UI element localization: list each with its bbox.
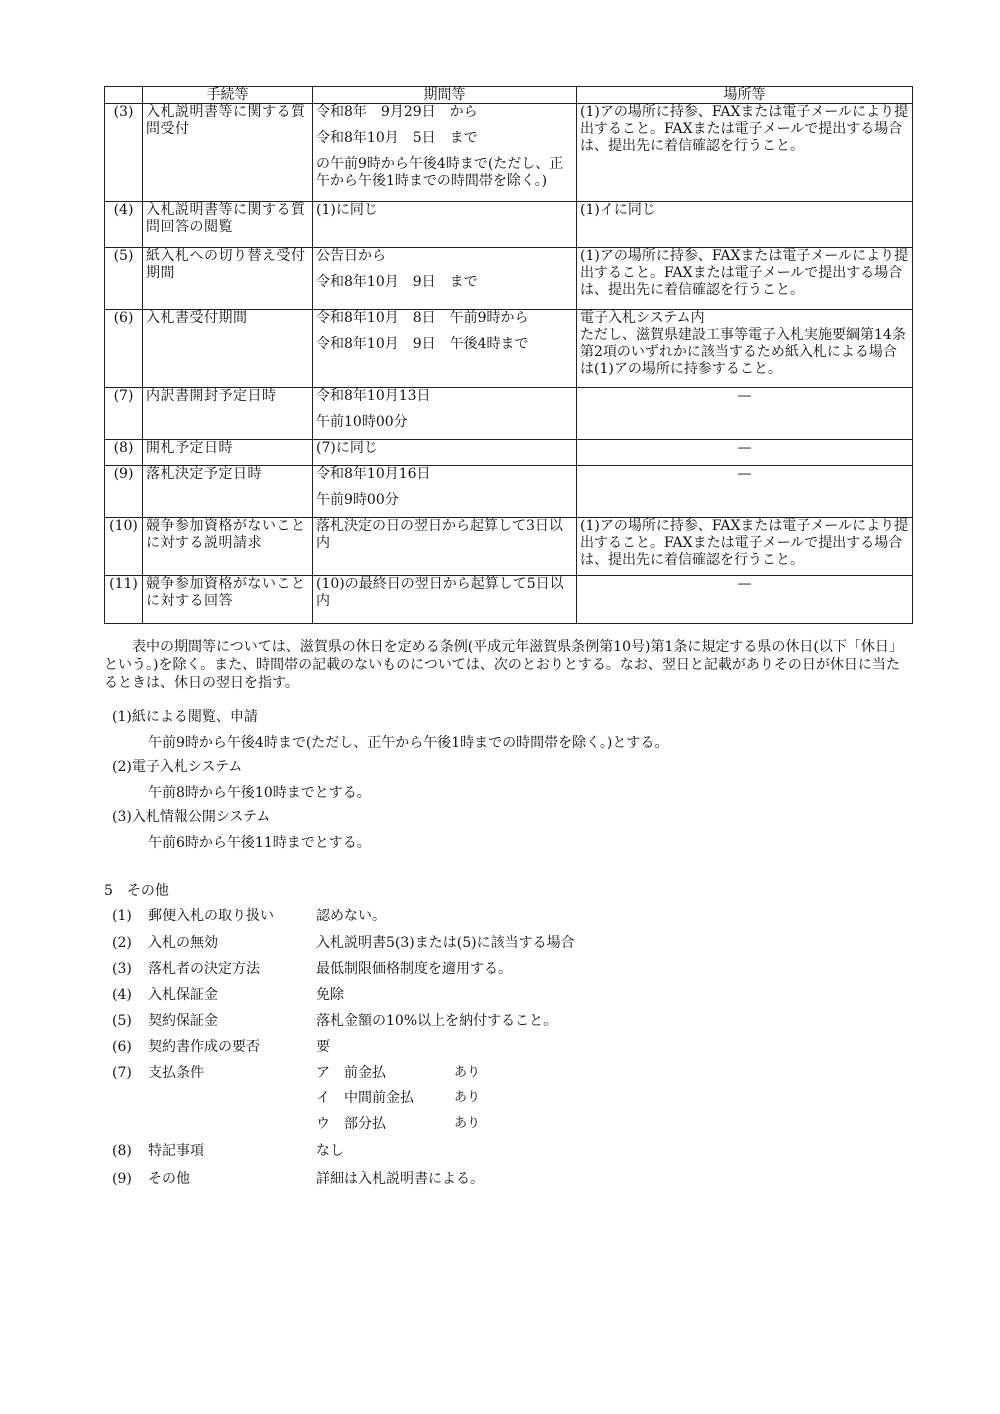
row-number: (7) [105, 388, 143, 440]
row-procedure: 開札予定日時 [143, 440, 313, 466]
item-number: (3) [112, 961, 132, 977]
dash-mark: — [737, 466, 752, 482]
row-procedure: 競争参加資格がないことに対する回答 [143, 576, 313, 624]
table-row [105, 388, 913, 440]
period-line: 公告日から [316, 248, 386, 264]
row-place [577, 576, 913, 624]
item-value: なし [316, 1143, 344, 1159]
timeframe-body: 午前9時から午後4時まで(ただし、正午から午後1時までの時間帯を除く。)とする。 [148, 735, 669, 751]
period-line: (10)の最終日の翌日から起算して5日以内 [316, 576, 564, 609]
period-line: 午前10時00分 [316, 414, 408, 430]
row-period [313, 248, 577, 310]
period-line: 午前9時00分 [316, 492, 399, 508]
period-line: 落札決定の日の翌日から起算して3日以内 [316, 518, 563, 551]
timeframe-body: 午前8時から午後10時までとする。 [148, 785, 371, 801]
item-value: 詳細は入札説明書による。 [316, 1171, 484, 1187]
table-row [105, 440, 913, 466]
row-number: (11) [105, 576, 143, 624]
timeframe-heading: (3)入札情報公開システム [112, 809, 271, 825]
row-period [313, 202, 577, 248]
row-number: (4) [105, 202, 143, 248]
item-number: (1) [112, 908, 132, 924]
item-number: (7) [112, 1065, 132, 1081]
payment-value: あり [454, 1065, 481, 1080]
timeframe-heading: (2)電子入札システム [112, 759, 243, 775]
holiday-note: 表中の期間等については、滋賀県の休日を定める条例(平成元年滋賀県条例第10号)第1条に規定する県の休日(以下「休日」という。)を除く。また、時間帯の記載のないものについては、次のとおりとする。なお、翌日と記載がありその日が休日に当たるときは、休日の翌日を指す。 [104, 639, 903, 691]
row-number: (9) [105, 466, 143, 518]
item-label: 入札保証金 [148, 987, 218, 1003]
item-label: 契約保証金 [148, 1013, 218, 1029]
row-procedure: 競争参加資格がないことに対する説明請求 [143, 518, 313, 576]
row-period [313, 440, 577, 466]
payment-value: あり [454, 1116, 481, 1131]
period-line: (1)に同じ [316, 202, 378, 218]
item-number: (4) [112, 987, 132, 1003]
row-number: (3) [105, 104, 143, 202]
item-label: 特記事項 [148, 1143, 204, 1159]
payment-value: あり [454, 1090, 481, 1105]
row-period [313, 518, 577, 576]
dash-mark: — [737, 440, 752, 456]
period-line: 令和8年 9月29日 から [316, 104, 478, 120]
row-procedure: 入札書受付期間 [143, 310, 313, 388]
period-line: 令和8年10月13日 [316, 388, 431, 404]
row-period [313, 310, 577, 388]
item-label: 契約書作成の要否 [148, 1039, 260, 1055]
item-label: その他 [148, 1171, 190, 1187]
row-period [313, 104, 577, 202]
table-row [105, 310, 913, 388]
row-number: (10) [105, 518, 143, 576]
row-procedure: 紙入札への切り替え受付期間 [143, 248, 313, 310]
item-value: 認めない。 [316, 908, 386, 924]
dash-mark: — [737, 388, 752, 404]
table-row [105, 104, 913, 202]
period-line: の午前9時から午後4時まで(ただし、正午から午後1時までの時間帯を除く。) [316, 156, 564, 189]
row-procedure: 内訳書開封予定日時 [143, 388, 313, 440]
item-value: 要 [316, 1039, 330, 1055]
item-number: (2) [112, 935, 132, 951]
header-no [105, 87, 143, 104]
item-value: 最低制限価格制度を適用する。 [316, 961, 512, 977]
row-procedure: 落札決定予定日時 [143, 466, 313, 518]
row-place: (1)アの場所に持参、FAXまたは電子メールにより提出すること。FAXまたは電子メールで提出する場合は、提出先に着信確認を行うこと。 [577, 248, 913, 310]
row-place [577, 466, 913, 518]
item-value: 免除 [316, 987, 344, 1003]
period-line: 令和8年10月 9日 まで [316, 274, 478, 290]
row-period [313, 466, 577, 518]
item-number: (6) [112, 1039, 132, 1055]
row-place [577, 388, 913, 440]
row-period [313, 576, 577, 624]
item-label: 入札の無効 [148, 935, 218, 951]
table-row [105, 466, 913, 518]
row-place: (1)アの場所に持参、FAXまたは電子メールにより提出すること。FAXまたは電子メールで提出する場合は、提出先に着信確認を行うこと。 [577, 104, 913, 202]
row-place: (1)イに同じ [577, 202, 913, 248]
row-number: (8) [105, 440, 143, 466]
period-line: 令和8年10月16日 [316, 466, 431, 482]
section-5-title: 5 その他 [104, 883, 169, 899]
period-line: (7)に同じ [316, 440, 378, 456]
payment-label: ウ 部分払 [316, 1116, 386, 1132]
payment-label: イ 中間前金払 [316, 1090, 414, 1106]
table-header-row [105, 87, 913, 104]
row-place: (1)アの場所に持参、FAXまたは電子メールにより提出すること。FAXまたは電子メールで提出する場合は、提出先に着信確認を行うこと。 [577, 518, 913, 576]
item-value: 落札金額の10%以上を納付すること。 [316, 1013, 558, 1029]
payment-label: ア 前金払 [316, 1065, 386, 1081]
row-number: (6) [105, 310, 143, 388]
timeframe-body: 午前6時から午後11時までとする。 [148, 835, 371, 851]
row-period [313, 388, 577, 440]
item-label: 落札者の決定方法 [148, 961, 260, 977]
table-row [105, 202, 913, 248]
item-value: 入札説明書5(3)または(5)に該当する場合 [316, 935, 575, 951]
row-procedure: 入札説明書等に関する質問回答の閲覧 [143, 202, 313, 248]
schedule-table [104, 86, 913, 624]
item-number: (5) [112, 1013, 132, 1029]
item-label: 郵便入札の取り扱い [148, 908, 274, 924]
item-number: (9) [112, 1171, 132, 1187]
row-place: 電子入札システム内 ただし、滋賀県建設工事等電子入札実施要綱第14条第2項のいずれかに該当するため紙入札による場合は(1)アの場所に持参すること。 [577, 310, 913, 388]
item-number: (8) [112, 1143, 132, 1159]
table-row [105, 248, 913, 310]
table-row [105, 576, 913, 624]
table-row [105, 518, 913, 576]
item-label: 支払条件 [148, 1065, 204, 1081]
period-line: 令和8年10月 5日 まで [316, 130, 478, 146]
timeframe-heading: (1)紙による閲覧、申請 [112, 709, 258, 725]
period-line: 令和8年10月 9日 午後4時まで [316, 336, 529, 352]
header-place: 場所等 [577, 87, 913, 104]
row-procedure: 入札説明書等に関する質問受付 [143, 104, 313, 202]
row-place [577, 440, 913, 466]
row-number: (5) [105, 248, 143, 310]
period-line: 令和8年10月 8日 午前9時から [316, 310, 529, 326]
header-period: 期間等 [313, 87, 577, 104]
header-procedure: 手続等 [143, 87, 313, 104]
dash-mark: — [737, 576, 752, 592]
